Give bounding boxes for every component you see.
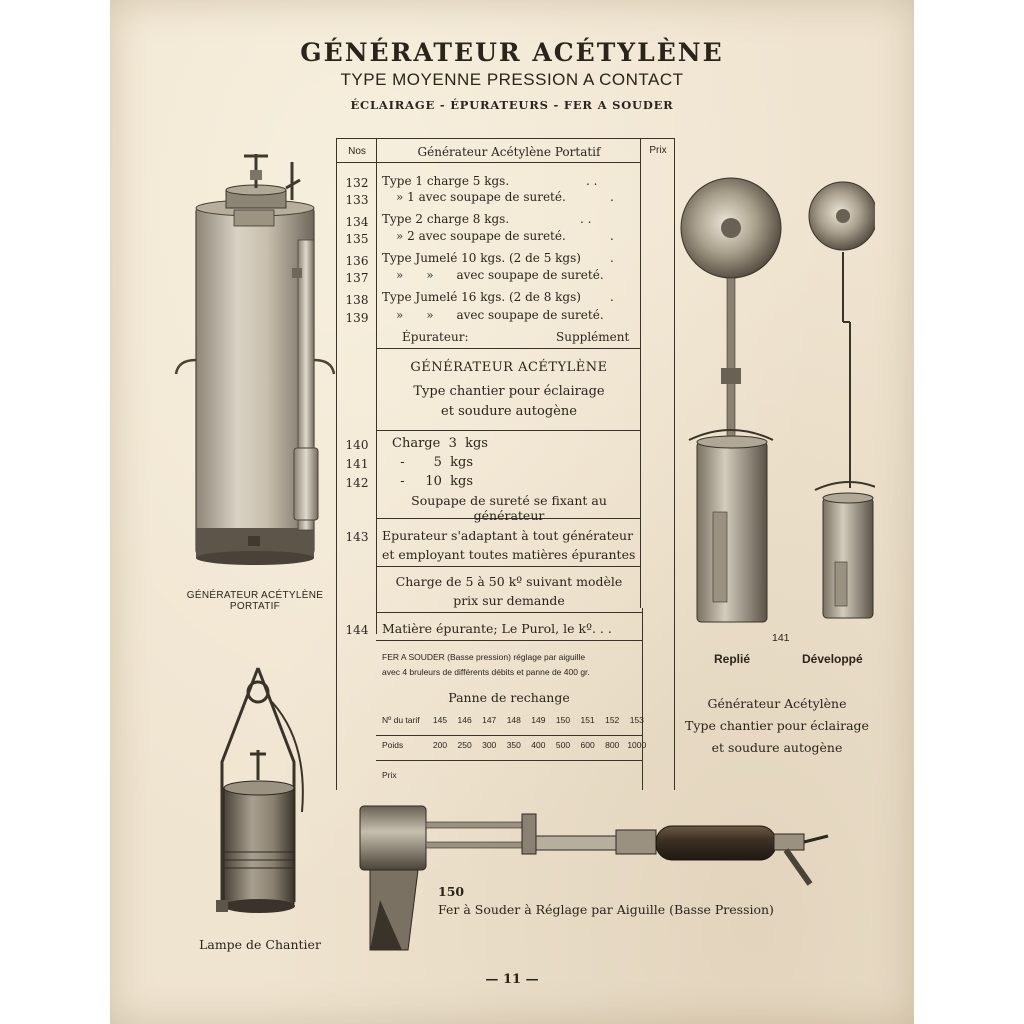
- tariff-label: Nº du tarif: [382, 715, 420, 725]
- table-cell: 1000: [627, 740, 647, 750]
- row-number: 137: [345, 271, 369, 285]
- page-subtitle: TYPE MOYENNE PRESSION A CONTACT: [340, 70, 684, 89]
- table-cell: 149: [531, 715, 546, 725]
- portable-generator-illustration: [170, 148, 350, 588]
- row-number: 141: [345, 457, 369, 471]
- iron-number: 150: [438, 884, 465, 899]
- row-description: - 5 kgs: [392, 455, 473, 470]
- purol-row: Matière épurante; Le Purol, le kº. . .: [382, 621, 612, 636]
- catalog-page: [110, 0, 914, 1024]
- table-cell: 150: [555, 715, 571, 725]
- purifier-value: Supplément: [556, 330, 630, 344]
- page-title: GÉNÉRATEUR ACÉTYLÈNE: [300, 38, 724, 67]
- valve-note: Soupape de sureté se fixant au générateur: [411, 493, 607, 523]
- row-description: » 1 avec soupape de sureté.: [396, 190, 566, 204]
- soldering-iron-illustration: [356, 800, 836, 960]
- table-cell: 152: [605, 715, 620, 725]
- purifier-adapter-line1: Epurateur s'adaptant à tout générateur: [382, 528, 634, 543]
- label-141: 141: [772, 632, 790, 644]
- table-cell: 153: [629, 715, 644, 725]
- section-site-title: GÉNÉRATEUR ACÉTYLÈNE: [410, 360, 608, 375]
- table-cell: 500: [555, 740, 571, 750]
- right-caption-line1: Générateur Acétylène: [707, 696, 847, 711]
- row-number: 136: [345, 254, 369, 268]
- purifier-label: Épurateur:: [402, 330, 469, 344]
- row-description: Type Jumelé 16 kgs. (2 de 8 kgs): [382, 290, 581, 304]
- row-description: Type 2 charge 8 kgs.: [382, 212, 510, 226]
- table-cell: 145: [432, 715, 448, 725]
- row-number: 132: [345, 176, 369, 190]
- weight-label: Poids: [382, 740, 404, 750]
- solder-iron-line2: avec 4 bruleurs de différents débits et panne de 400 gr.: [382, 667, 590, 677]
- portable-generator-caption: GÉNÉRATEUR ACÉTYLÈNE PORTATIF: [186, 590, 324, 612]
- row-leader-dots: .: [610, 190, 614, 204]
- charge-line2: prix sur demande: [453, 593, 565, 608]
- row-leader-dots: .: [610, 229, 614, 243]
- site-lamp-illustration: [194, 662, 324, 932]
- row-description: Charge 3 kgs: [392, 436, 488, 451]
- row-number: 133: [345, 193, 369, 207]
- page-number: — 11 —: [485, 972, 539, 987]
- table-cell: 400: [531, 740, 546, 750]
- table-cell: 146: [457, 715, 472, 725]
- iron-caption: Fer à Souder à Réglage par Aiguille (Basse Pression): [438, 902, 774, 917]
- row-number: 135: [345, 232, 369, 246]
- section-site-line2: et soudure autogène: [441, 404, 577, 419]
- table-cell: 250: [457, 740, 472, 750]
- row-number: 142: [345, 476, 369, 490]
- site-generator-illustration: [675, 172, 875, 632]
- col-header-no: Nos: [348, 146, 366, 157]
- row-description: » 2 avec soupape de sureté.: [396, 229, 566, 243]
- page-categories: ÉCLAIRAGE ‑ ÉPURATEURS ‑ FER A SOUDER: [350, 98, 674, 112]
- spare-tip-title: Panne de rechange: [448, 690, 570, 705]
- table-cell: 147: [482, 715, 497, 725]
- row-number: 139: [345, 311, 369, 325]
- table-cell: 350: [506, 740, 521, 750]
- caption-developed: Développé: [802, 652, 863, 666]
- row-number: 134: [345, 215, 369, 229]
- table-cell: 600: [580, 740, 595, 750]
- table-cell: 200: [432, 740, 448, 750]
- row-description: » » avec soupape de sureté.: [396, 268, 604, 282]
- site-lamp-caption: Lampe de Chantier: [199, 937, 321, 952]
- row-description: Type Jumelé 10 kgs. (2 de 5 kgs): [382, 251, 581, 265]
- row-leader-dots: . .: [586, 174, 598, 188]
- row-number: 138: [345, 293, 369, 307]
- row-leader-dots: .: [610, 251, 614, 265]
- right-caption-line3: et soudure autogène: [711, 740, 843, 755]
- right-caption-line2: Type chantier pour éclairage: [685, 718, 869, 733]
- row-number: 144: [345, 623, 369, 637]
- price-label: Prix: [382, 770, 397, 780]
- row-number: 140: [345, 438, 369, 452]
- caption-folded: Replié: [714, 652, 751, 666]
- table-cell: 300: [482, 740, 497, 750]
- charge-line1: Charge de 5 à 50 kº suivant modèle: [395, 574, 623, 589]
- col-header-description: Générateur Acétylène Portatif: [417, 145, 601, 159]
- table-cell: 800: [605, 740, 620, 750]
- row-description: » » avec soupape de sureté.: [396, 308, 604, 322]
- row-description: - 10 kgs: [392, 474, 473, 489]
- purifier-adapter-line2: et employant toutes matières épurantes: [382, 547, 636, 562]
- table-cell: 151: [580, 715, 595, 725]
- section-site-line1: Type chantier pour éclairage: [413, 384, 605, 399]
- row-leader-dots: . .: [580, 212, 592, 226]
- row-leader-dots: .: [610, 290, 614, 304]
- row-number: 143: [345, 530, 369, 544]
- solder-iron-line1: FER A SOUDER (Basse pression) réglage par aiguille: [382, 652, 586, 662]
- row-description: Type 1 charge 5 kgs.: [382, 174, 510, 188]
- col-header-price: Prix: [649, 145, 667, 156]
- table-cell: 148: [506, 715, 521, 725]
